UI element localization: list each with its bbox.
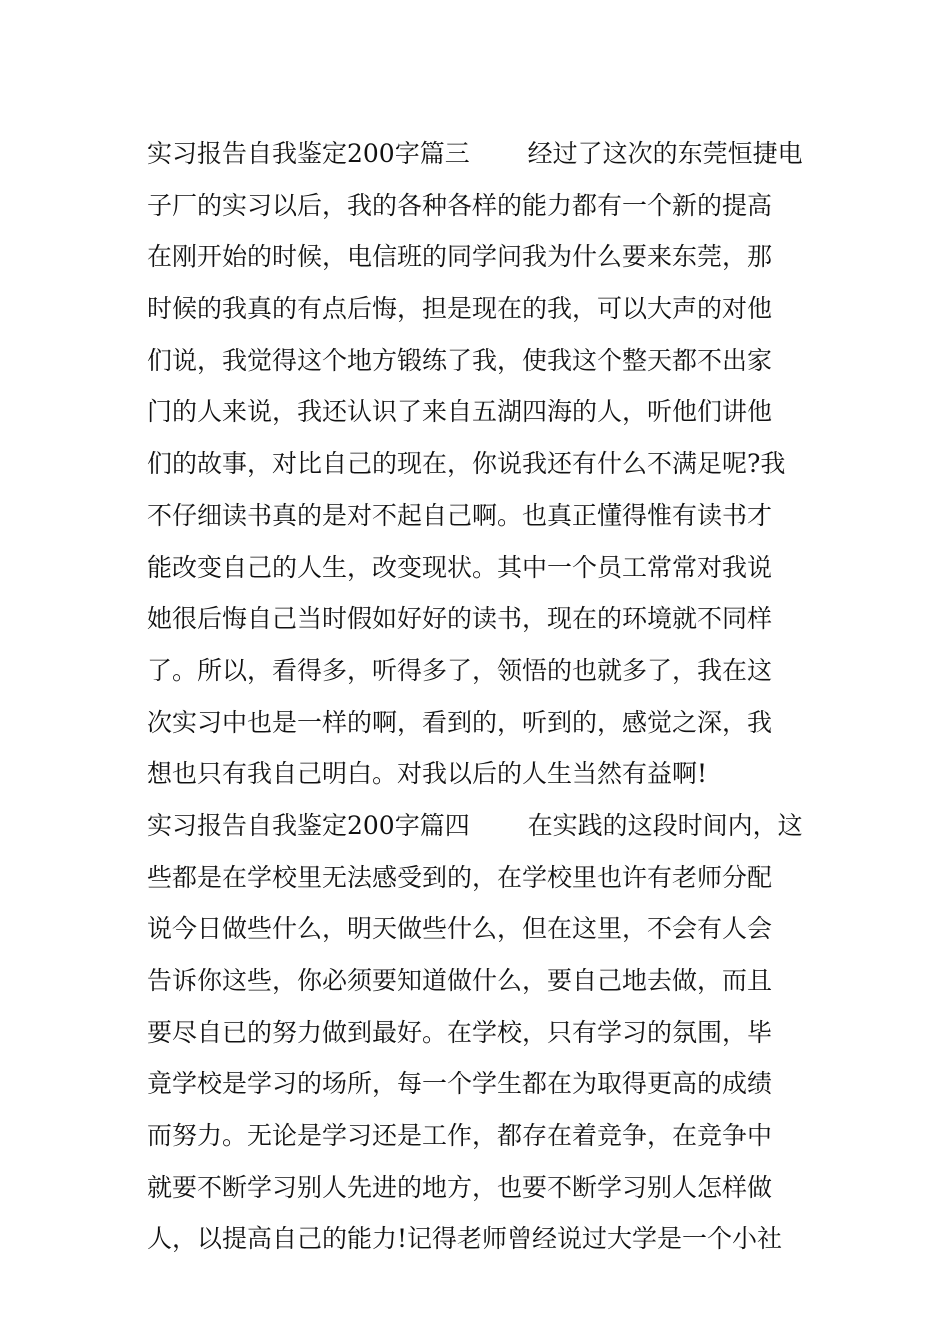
text-line: 想也只有我自己明白。对我以后的人生当然有益啊!	[147, 759, 708, 789]
text-line: 而努力。无论是学习还是工作，都存在着竞争，在竞争中	[147, 1121, 773, 1151]
text-line: 不仔细读书真的是对不起自己啊。也真正懂得惟有读书才	[147, 500, 773, 530]
text-line: 人，以提高自己的能力!记得老师曾经说过大学是一个小社	[147, 1224, 783, 1254]
text-line: 她很后悔自己当时假如好好的读书，现在的环境就不同样	[147, 604, 773, 634]
text-line: 在刚开始的时候，电信班的同学问我为什么要来东莞，那	[147, 242, 773, 272]
text-line: 们的故事，对比自己的现在，你说我还有什么不满足呢?我	[147, 449, 786, 479]
text-line: 了。所以，看得多，听得多了，领悟的也就多了，我在这	[147, 655, 773, 685]
text-line: 实习报告自我鉴定200字篇三 经过了这次的东莞恒捷电	[147, 139, 803, 168]
text-line: 告诉你这些，你必须要知道做什么，要自己地去做，而且	[147, 966, 773, 995]
text-line: 就要不断学习别人先进的地方，也要不断学习别人怎样做	[147, 1172, 773, 1202]
text-line: 说今日做些什么，明天做些什么，但在这里，不会有人会	[147, 914, 773, 944]
text-line: 实习报告自我鉴定200字篇四 在实践的这段时间内，这	[147, 810, 803, 840]
text-line: 能改变自己的人生，改变现状。其中一个员工常常对我说	[147, 552, 773, 582]
text-line: 竟学校是学习的场所，每一个学生都在为取得更高的成绩	[147, 1069, 773, 1099]
text-line: 时候的我真的有点后悔，担是现在的我，可以大声的对他	[147, 294, 773, 324]
text-line: 要尽自已的努力做到最好。在学校，只有学习的氛围，毕	[147, 1017, 773, 1047]
text-line: 们说，我觉得这个地方锻练了我，使我这个整天都不出家	[147, 345, 773, 375]
text-line: 门的人来说，我还认识了来自五湖四海的人，听他们讲他	[147, 397, 773, 427]
document-body	[147, 128, 817, 1265]
text-line: 些都是在学校里无法感受到的，在学校里也许有老师分配	[147, 862, 773, 892]
text-line: 子厂的实习以后，我的各种各样的能力都有一个新的提高	[147, 190, 773, 220]
text-line: 次实习中也是一样的啊，看到的，听到的，感觉之深，我	[147, 707, 773, 737]
